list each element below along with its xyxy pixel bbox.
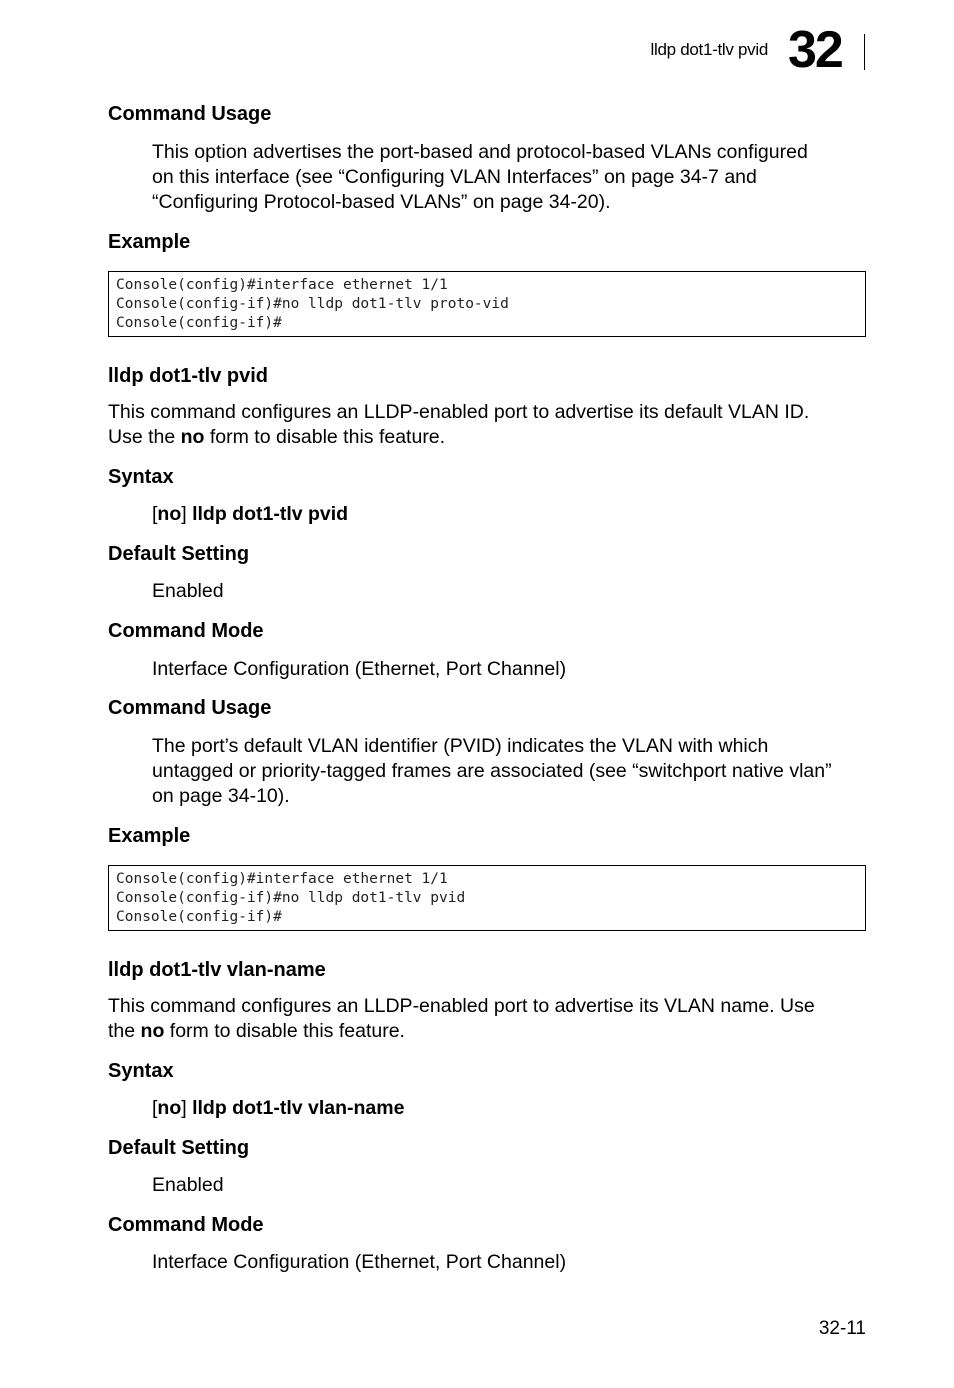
default-setting-heading: Default Setting: [108, 543, 250, 565]
command-usage-text: [152, 140, 872, 215]
command-mode-value: Interface Configuration (Ethernet, Port Channel): [152, 658, 567, 680]
syntax-line: [no] lldp dot1-tlv pvid: [152, 503, 349, 525]
chapter-number: 32: [788, 21, 842, 79]
code-line: Console(config)#interface ethernet 1/1: [116, 277, 448, 293]
command-title: lldp dot1-tlv pvid: [108, 365, 268, 387]
command-usage-text: [152, 734, 872, 809]
keyword-no: no: [140, 1020, 165, 1042]
text-line: the no form to disable this feature.: [108, 1020, 405, 1042]
syntax-heading: Syntax: [108, 466, 174, 488]
text-line: on this interface (see “Configuring VLAN Interfaces” on page 34-7 and: [152, 166, 757, 188]
chapter-divider: [864, 34, 865, 70]
code-line: Console(config-if)#no lldp dot1-tlv pvid: [116, 890, 466, 906]
text-line: Use the no form to disable this feature.: [108, 426, 446, 448]
page-number: 32-11: [818, 1318, 866, 1339]
command-mode-heading: Command Mode: [108, 1214, 264, 1236]
command-mode-heading: Command Mode: [108, 620, 264, 642]
text-line: This option advertises the port-based and protocol-based VLANs configured: [152, 141, 808, 163]
keyword-no: no: [180, 426, 205, 448]
text-line: This command configures an LLDP-enabled port to advertise its VLAN name. Use: [108, 995, 815, 1017]
command-usage-heading: Command Usage: [108, 103, 272, 125]
code-line: Console(config-if)#: [116, 315, 282, 331]
command-description: [108, 994, 868, 1044]
code-line: Console(config-if)#no lldp dot1-tlv proto-vid: [116, 296, 509, 312]
example-heading: Example: [108, 825, 191, 847]
default-setting-value: Enabled: [152, 580, 224, 602]
text-line: This command configures an LLDP-enabled port to advertise its default VLAN ID.: [108, 401, 810, 423]
code-example-box: [108, 865, 866, 931]
code-example-box: [108, 271, 866, 337]
text-line: “Configuring Protocol-based VLANs” on page 34-20).: [152, 191, 611, 213]
example-heading: Example: [108, 231, 191, 253]
syntax-line: [no] lldp dot1-tlv vlan-name: [152, 1097, 405, 1119]
command-description: [108, 400, 868, 450]
text-line: The port’s default VLAN identifier (PVID) indicates the VLAN with which: [152, 735, 769, 757]
default-setting-heading: Default Setting: [108, 1137, 250, 1159]
code-line: Console(config-if)#: [116, 909, 282, 925]
syntax-heading: Syntax: [108, 1060, 174, 1082]
command-usage-heading: Command Usage: [108, 697, 272, 719]
command-title: lldp dot1-tlv vlan-name: [108, 959, 326, 981]
code-line: Console(config)#interface ethernet 1/1: [116, 871, 448, 887]
text-line: untagged or priority-tagged frames are associated (see “switchport native vlan”: [152, 760, 832, 782]
command-mode-value: Interface Configuration (Ethernet, Port Channel): [152, 1251, 567, 1273]
text-line: on page 34-10).: [152, 785, 290, 807]
running-header-title: lldp dot1-tlv pvid: [650, 40, 768, 59]
default-setting-value: Enabled: [152, 1174, 224, 1196]
